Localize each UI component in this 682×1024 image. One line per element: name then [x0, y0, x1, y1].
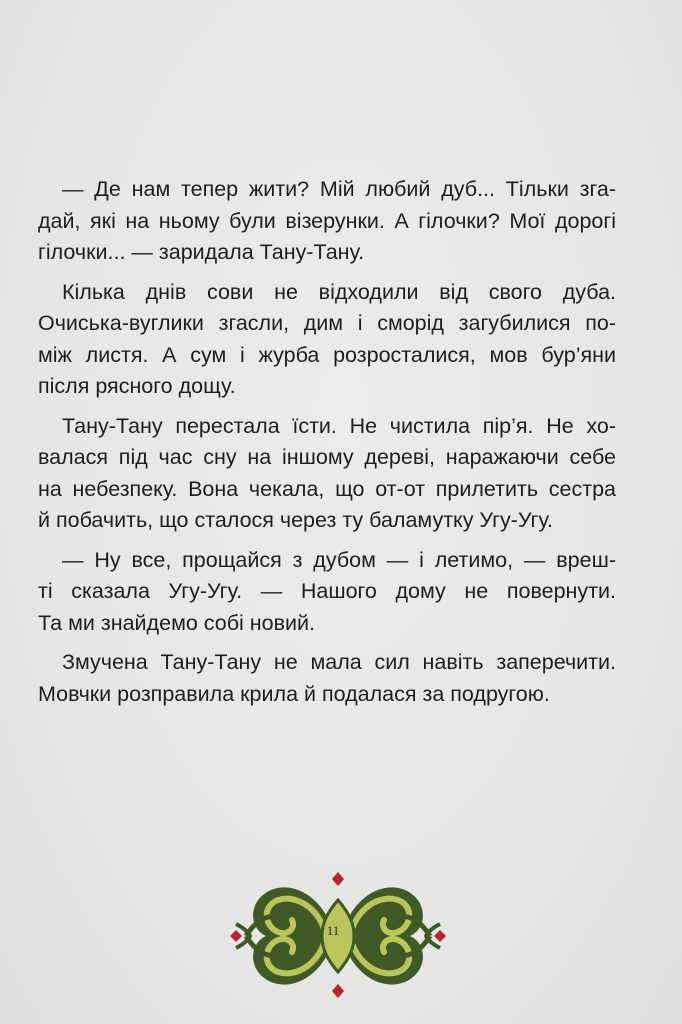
text-line: Очиська-вуглики згасли, дим і сморід загубилися по- [38, 311, 616, 335]
paragraph-5 [38, 647, 616, 710]
page-number: 11 [326, 923, 340, 938]
text-line: — Де нам тепер жити? Мій любий дуб... Тільки зга- [62, 177, 616, 201]
paragraph-4 [38, 545, 616, 640]
text-line: й побачить, що сталося через ту баламутку Угу-Угу. [38, 508, 553, 532]
text-line: між листя. А сум і журба розросталися, мов бур’яни [38, 342, 616, 367]
text-line: ті сказала Угу-Угу. — Нашого дому не повернути. [38, 579, 616, 603]
paragraph-3 [38, 411, 616, 537]
text-line: після рясного дощу. [38, 374, 236, 398]
paragraph-2 [38, 277, 616, 403]
text-line: — Ну все, прощайся з дубом — і летимо, — вреш- [62, 547, 616, 572]
text-line: гілочки... — заридала Тану-Тану. [38, 240, 365, 264]
story-text [38, 174, 616, 718]
text-line: Кілька днів сови не відходили від свого дуба. [62, 279, 616, 304]
text-line: Та ми знайдемо собі новий. [38, 610, 316, 635]
text-line: Мовчки розправила крила й подалася за подругою. [38, 681, 550, 706]
text-line: на небезпеку. Вона чекала, що от-от прилетить сестра [38, 476, 616, 501]
text-line: Змучена Тану-Тану не мала сил навіть заперечити. [62, 650, 616, 674]
right-paisley-icon [342, 887, 440, 984]
text-line: дай, які на ньому були візерунки. А гілочки? Мої дорогі [38, 208, 616, 233]
paragraph-1 [38, 174, 616, 269]
text-line: Тану-Тану перестала їсти. Не чистила пір’я. Не хо- [62, 413, 616, 438]
text-line: валася під час сну на іншому дереві, наражаючи себе [38, 445, 616, 469]
